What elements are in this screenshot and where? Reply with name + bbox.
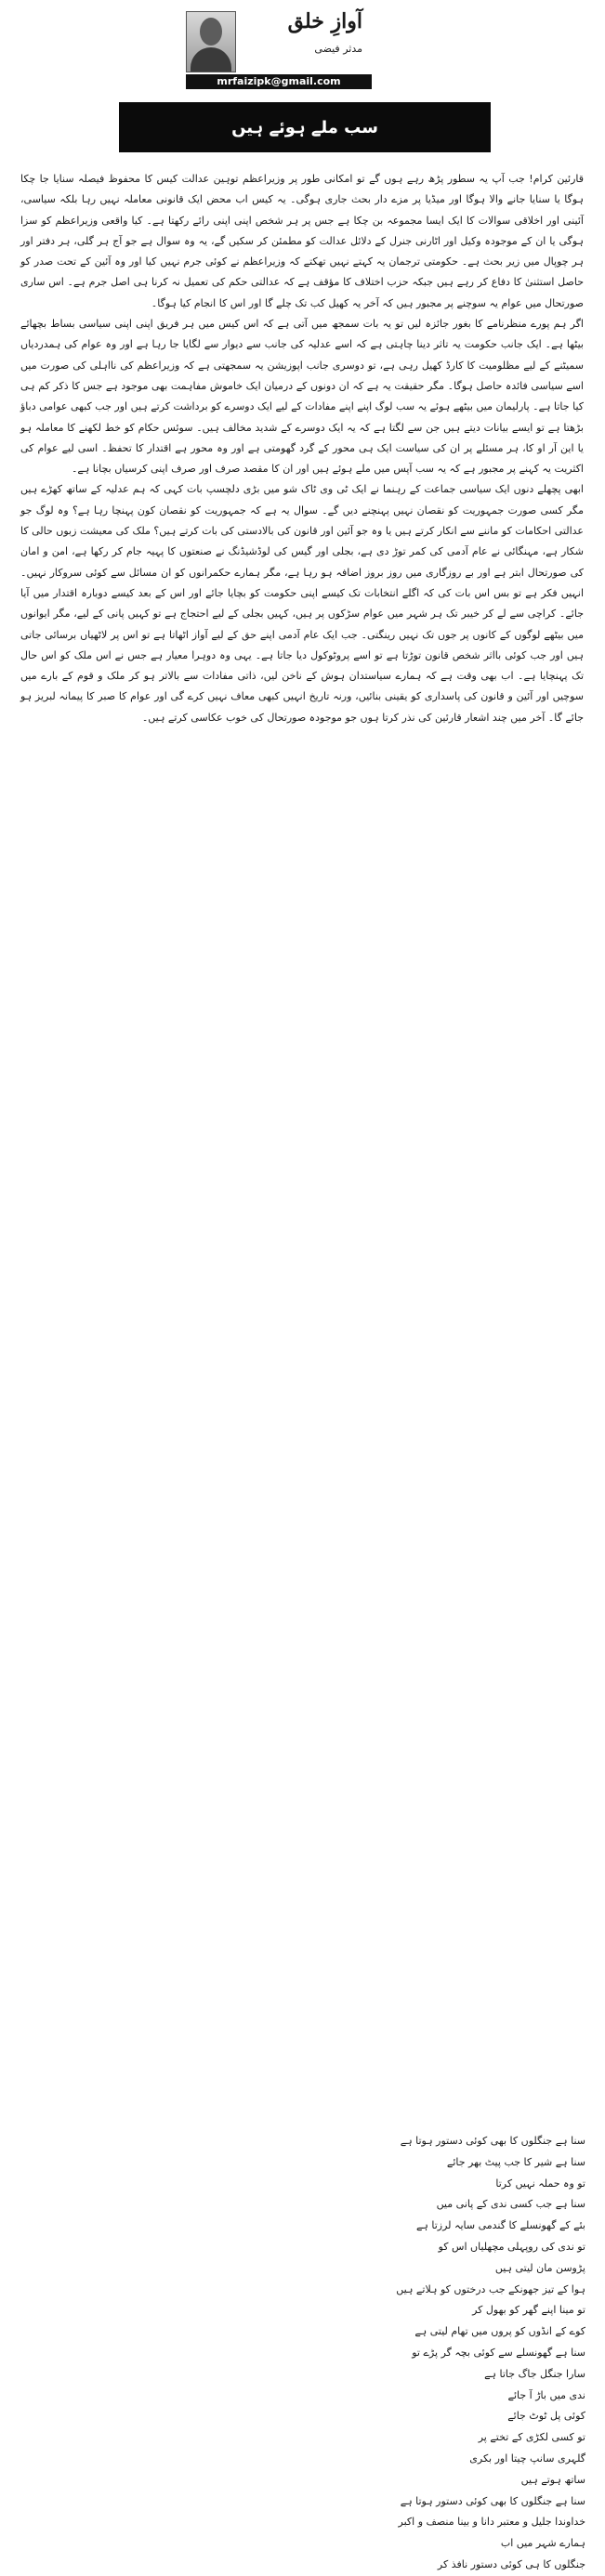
- poem-line: بئے کے گھونسلے کا گندمی سایہ لرزتا ہے: [415, 2219, 585, 2232]
- columnist-photo: [186, 11, 236, 72]
- article-body: [20, 169, 584, 728]
- poem-line: ساتھ ہوتے ہیں: [520, 2473, 585, 2486]
- poem-line: سنا ہے جنگلوں کا بھی کوئی دستور ہوتا ہے: [400, 2135, 585, 2147]
- poem-line: کوے کے انڈوں کو پروں میں تھام لیتی ہے: [414, 2325, 585, 2338]
- poem-line: کوئی پل ٹوٹ جائے: [507, 2410, 585, 2423]
- article-paragraph: اگر ہم پورے منظرنامے کا بغور جائزہ لیں تو یہ بات سمجھ میں آتی ہے کہ اس کیس میں ہر فریق اپنی اپنی سیاسی بساط بچھائے بیٹھا ہے۔ ایک جانب حکومت یہ تاثر دینا چاہتی ہے کہ اسے عدلیہ کی جانب سے دیوار سے لگایا جا رہا ہے اور وہ عوام کی ہمدردیاں سمیٹنے کے لیے مظلومیت کا کارڈ کھیل رہی ہے، تو دوسری جانب اپوزیشن یہ سمجھتی ہے کہ وزیراعظم کی نااہلی کی صورت میں اسے سیاسی فائدہ حاصل ہوگا۔ مگر حقیقت یہ ہے کہ ان دونوں کے درمیان ایک خاموش مفاہمت بھی موجود ہے جس کا ذکر کم ہی کیا جاتا ہے۔ پارلیمان میں بیٹھے ہوئے یہ سب لوگ اپنے اپنے مفادات کے لیے ایک دوسرے کو برداشت کرتے ہیں اور جب کبھی عوامی دباؤ بڑھتا ہے تو ایسے بیانات دیتے ہیں جن سے لگتا ہے کہ یہ ایک دوسرے کے شدید مخالف ہیں۔ سوئس حکام کو خط لکھنے کا معاملہ ہو یا این آر او کا، ہر مسئلے پر ان کی سیاست ایک ہی محور کے گرد گھومتی ہے اور وہ محور ہے اقتدار کا تحفظ۔ اسی لیے عوام کی اکثریت یہ کہنے پر مجبور ہے کہ یہ سب آپس میں ملے ہوئے ہیں اور ان کا مقصد صرف اور صرف اپنی کرسیاں بچانا ہے۔: [20, 318, 584, 476]
- poem-line: گلہری سانپ چیتا اور بکری: [469, 2452, 585, 2465]
- article-title: سب ملے ہوئے ہیں: [119, 102, 491, 152]
- column-brand-name: آوازِ خلق: [287, 9, 362, 33]
- columnist-email[interactable]: mrfaizipk@gmail.com: [186, 74, 372, 89]
- poem-line: ہمارے شہر میں اب: [500, 2537, 585, 2550]
- poem-line: ندی میں باڑ آ جائے: [507, 2388, 585, 2401]
- poem-line: سارا جنگل جاگ جاتا ہے: [484, 2367, 585, 2380]
- poem-line: پڑوسن مان لیتی ہیں: [494, 2261, 585, 2274]
- poem-line: خداوندا جلیل و معتبر دانا و بینا منصف و اکبر: [398, 2516, 585, 2529]
- poem-line: تو کسی لکڑی کے تختے پر: [478, 2431, 585, 2444]
- column-masthead: [186, 7, 418, 100]
- poem-line: تو مینا اپنے گھر کو بھول کر: [472, 2304, 585, 2317]
- poem-line: تو ندی کی روپہلی مچھلیاں اس کو: [438, 2240, 585, 2253]
- closing-poem: [353, 2131, 585, 2576]
- poem-line: سنا ہے گھونسلے سے کوئی بچہ گر پڑے تو: [412, 2346, 585, 2359]
- poem-line: سنا ہے شیر کا جب پیٹ بھر جائے: [446, 2155, 585, 2168]
- poem-line: سنا ہے جب کسی ندی کے پانی میں: [436, 2198, 585, 2211]
- poem-line: جنگلوں کا ہی کوئی دستور نافذ کر: [437, 2557, 585, 2570]
- poem-line: سنا ہے جنگلوں کا بھی کوئی دستور ہوتا ہے: [400, 2494, 585, 2507]
- article-paragraph: قارئین کرام! جب آپ یہ سطور پڑھ رہے ہوں گے تو امکانی طور پر وزیراعظم توہین عدالت کیس کا محفوظ فیصلہ سنایا جا چکا ہوگا یا سنایا جانے والا ہوگا اور میڈیا پر مزے دار بحث جاری ہوگی۔ یہ کیس اب محض ایک قانونی معاملہ نہیں رہا بلکہ سیاسی، آئینی اور اخلاقی سوالات کا ایک ایسا مجموعہ بن چکا ہے جس پر ہر شخص اپنی اپنی رائے رکھتا ہے۔ کیا واقعی وزیراعظم کو سزا ہوگی یا ان کے موجودہ وکیل اور اٹارنی جنرل کے دلائل عدالت کو مطمئن کر سکیں گے، یہ وہ سوال ہے جو آج ہر گلی، ہر دفتر اور ہر چوپال میں زیر بحث ہے۔ حکومتی ترجمان یہ کہتے نہیں تھکتے کہ وزیراعظم نے کوئی جرم نہیں کیا اور وہ آئین کے تحت صدر کو حاصل استثنیٰ کا دفاع کر رہے ہیں جبکہ حزب اختلاف کا مؤقف ہے کہ عدالتی حکم کی تعمیل نہ کرنا ہی اصل جرم ہے۔ اس ساری صورتحال میں عوام یہ سوچنے پر مجبور ہیں کہ آخر یہ کھیل کب تک چلے گا اور اس کا انجام کیا ہوگا۔: [20, 173, 584, 309]
- poem-line: تو وہ حملہ نہیں کرتا: [495, 2177, 585, 2190]
- article-paragraph: ابھی پچھلے دنوں ایک سیاسی جماعت کے رہنما نے ایک ٹی وی ٹاک شو میں بڑی دلچسپ بات کہی کہ ہم عدلیہ کے ساتھ کھڑے ہیں مگر کسی صورت جمہوریت کو نقصان نہیں پہنچنے دیں گے۔ سوال یہ ہے کہ جمہوریت کو نقصان کون پہنچا رہا ہے؟ وہ لوگ جو عدالتی احکامات کو ماننے سے انکار کرتے ہیں یا وہ جو آئین اور قانون کی بالادستی کی بات کرتے ہیں؟ ملک کی معیشت زبوں حالی کا شکار ہے، مہنگائی نے عام آدمی کی کمر توڑ دی ہے، بجلی اور گیس کی لوڈشیڈنگ نے صنعتوں کا پہیہ جام کر رکھا ہے، امن و امان کی صورتحال ابتر ہے اور بے روزگاری میں روز بروز اضافہ ہو رہا ہے، مگر ہمارے حکمرانوں کو ان مسائل سے کوئی سروکار نہیں۔ انہیں فکر ہے تو بس اس بات کی کہ اگلے انتخابات تک کیسے اپنی حکومت کو بچایا جائے اور اس کے بعد کیسے دوبارہ اقتدار میں آیا جائے۔ کراچی سے لے کر خیبر تک ہر شہر میں عوام سڑکوں پر ہیں، کہیں بجلی کے لیے احتجاج ہے تو کہیں پانی کے لیے، مگر ایوانوں میں بیٹھے لوگوں کے کانوں پر جوں تک نہیں رینگتی۔ جب ایک عام آدمی اپنے حق کے لیے آواز اٹھاتا ہے تو اس پر لاٹھیاں برسائی جاتی ہیں اور جب کوئی بااثر شخص قانون توڑتا ہے تو اسے پروٹوکول دیا جاتا ہے۔ یہی وہ دوہرا معیار ہے جس نے اس ملک کو اس حال تک پہنچایا ہے۔ اب بھی وقت ہے کہ ہمارے سیاستدان ہوش کے ناخن لیں، ذاتی مفادات سے بالاتر ہو کر ملک و قوم کے بارے میں سوچیں اور آئین و قانون کی پاسداری کو یقینی بنائیں، ورنہ تاریخ انہیں کبھی معاف نہیں کرے گی اور عوام کا صبر کا پیمانہ لبریز ہو جائے گا۔ آخر میں چند اشعار قارئین کی نذر کرتا ہوں جو موجودہ صورتحال کی خوب عکاسی کرتے ہیں۔: [20, 483, 584, 724]
- poem-line: ہوا کے تیز جھونکے جب درختوں کو ہلاتے ہیں: [396, 2282, 585, 2295]
- columnist-name: مدثر فیضی: [314, 43, 362, 55]
